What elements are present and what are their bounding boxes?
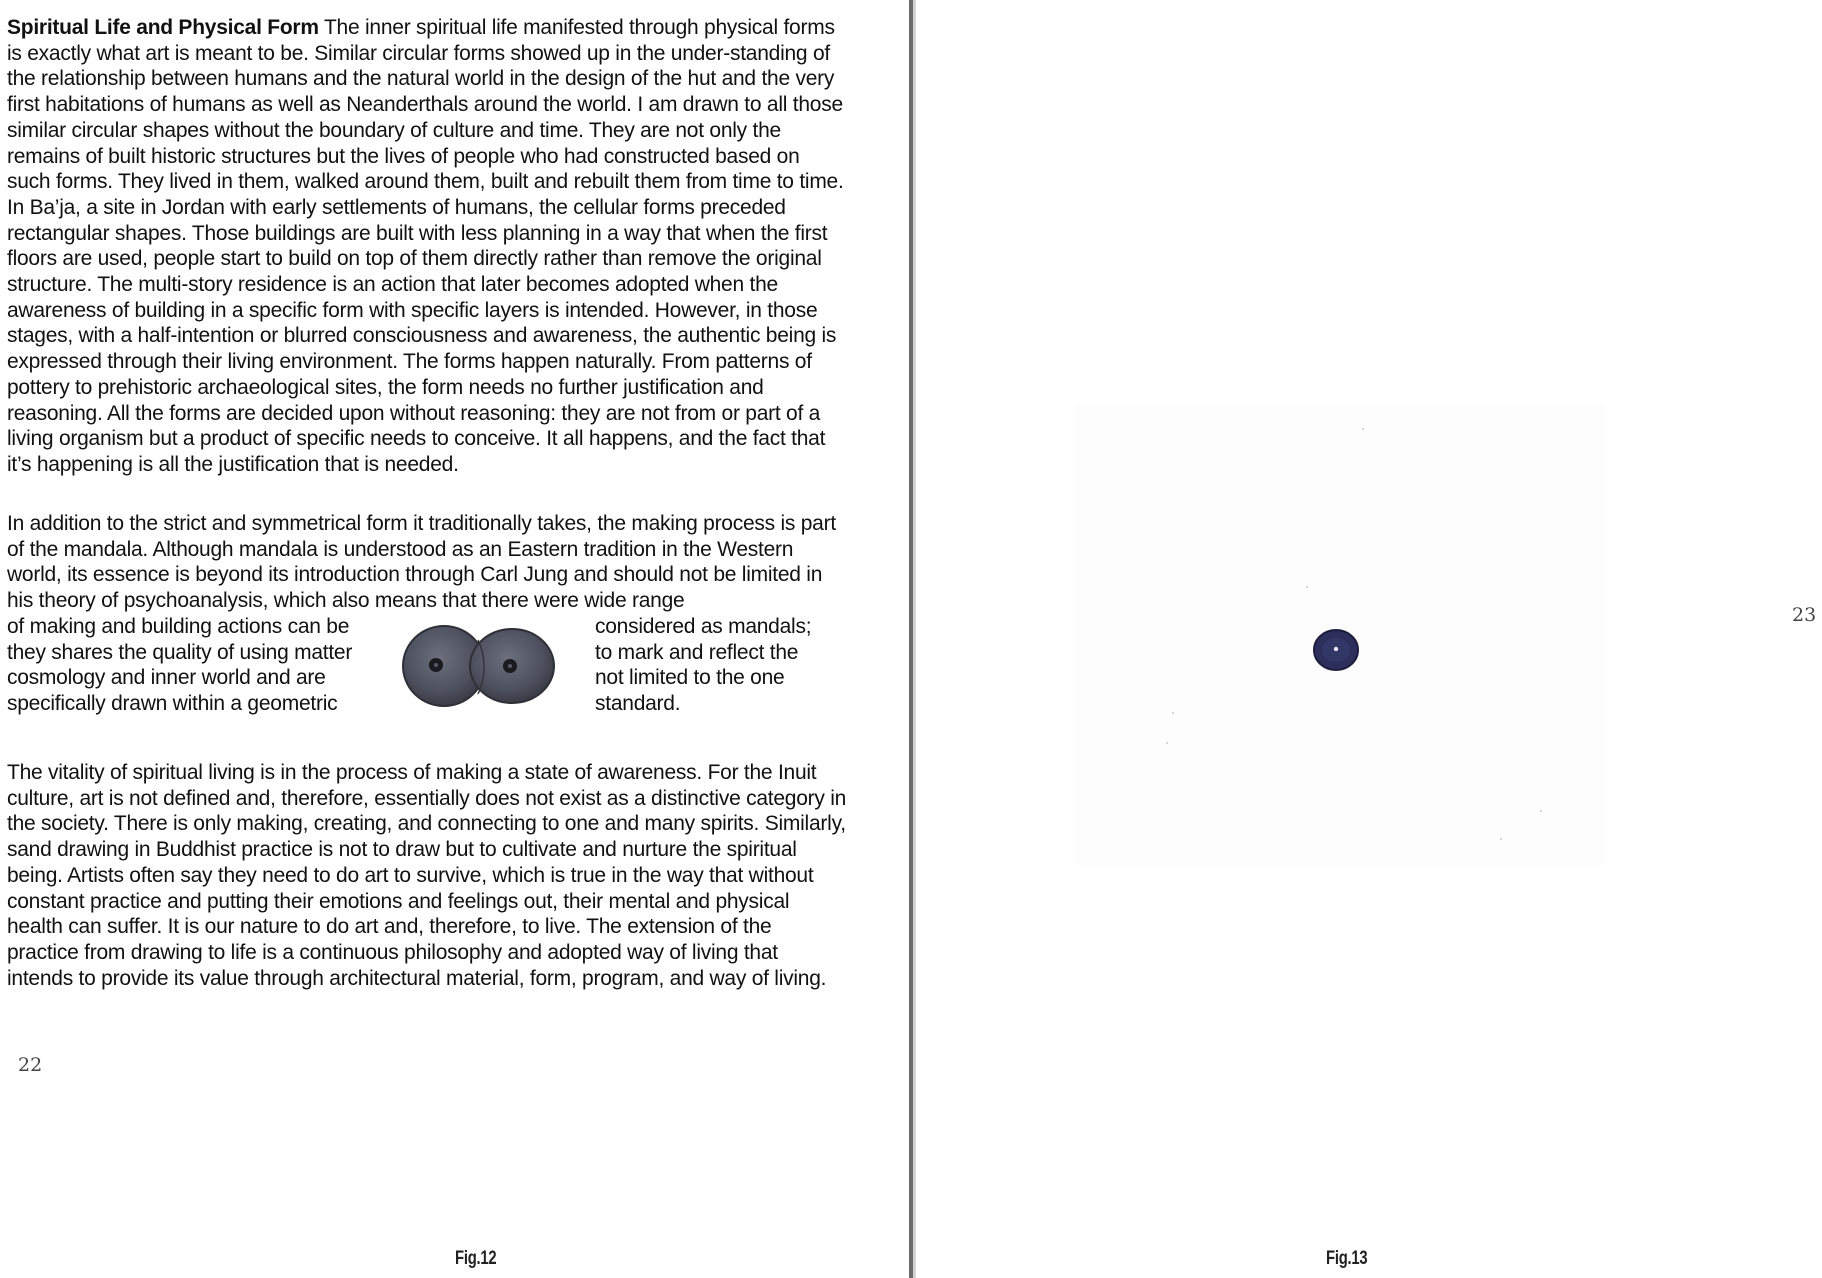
wrap-line: standard. <box>595 692 681 716</box>
figure-caption-13: Fig.13 <box>1326 1248 1368 1269</box>
page-number-right: 23 <box>1792 604 1817 626</box>
single-circle-drawing <box>1312 628 1360 672</box>
wrap-text-left <box>7 614 397 717</box>
wrap-line: considered as mandals; <box>595 615 812 638</box>
wrap-text-right <box>595 614 875 717</box>
paper-speck <box>1306 586 1308 588</box>
wrap-line: not limited to the one <box>595 666 785 690</box>
left-page <box>0 0 910 1278</box>
paper-speck <box>1172 712 1174 714</box>
paper-speck <box>1500 838 1502 840</box>
figure-caption-12: Fig.12 <box>455 1248 497 1269</box>
paper-speck <box>1540 810 1542 812</box>
paper-speck <box>1166 742 1168 744</box>
wrap-line: cosmology and inner world and are <box>7 666 326 690</box>
paragraph-body: The inner spiritual life manifested through physical forms is exactly what art is meant to be. Similar circular forms showed up in the under-standing of the relationship between humans and the natural world in the design of the hut and the very first habitations of humans as well as Neanderthals around the world. I am drawn to all those similar circular shapes without the boundary of culture and time. They are not only the remains of built historic structures but the lives of people who had constructed based on such forms. They lived in them, walked around them, built and rebuilt them from time to time. In Ba’ja, a site in Jordan with early settlements of humans, the cellular forms preceded rectangular shapes. Those buildings are built with less planning in a way that when the first floors are used, people start to build on top of them directly rather than remove the original structure. The multi-story residence is an action that later becomes adopted when the awareness of building in a specific form with specific layers is intended. However, in those stages, with a half-intention or blurred consciousness and awareness, the authentic being is expressed through their living environment. The forms happen naturally. From patterns of pottery to prehistoric archaeological sites, the form needs no further justification and reasoning. All the forms are decided upon without reasoning: they are not from or part of a living organism but a product of specific needs to conceive. It all happens, and the fact that it’s happening is all the justification that is needed. <box>7 16 844 476</box>
wrap-line: specifically drawn within a geometric <box>7 692 338 716</box>
paragraph-mandala: In addition to the strict and symmetrical form it traditionally takes, the making process is part of the mandala. Although mandala is understood as an Eastern tradition in the Western world, its essence is beyond its introduction through Carl Jung and should not be limited in his theory of psychoanalysis, which also means that there were wide range <box>7 512 836 613</box>
double-circle-drawing <box>400 622 556 710</box>
wrap-line: they shares the quality of using matter <box>7 640 353 664</box>
page-number-left: 22 <box>18 1054 43 1076</box>
paragraph-spiritual-life <box>7 15 847 478</box>
wrap-line: to mark and reflect the <box>595 640 799 664</box>
paper-speck <box>1362 428 1364 430</box>
section-heading: Spiritual Life and Physical Form <box>7 16 319 39</box>
paragraph-vitality: The vitality of spiritual living is in the process of making a state of awareness. For the Inuit culture, art is not defined and, therefore, essentially does not exist as a distinctive category in the society. There is only making, creating, and connecting to one and many spirits. Similarly, sand drawing in Buddhist practice is not to draw but to cultivate and nurture the spiritual being. Artists often say they need to do art to survive, which is true in the way that without constant practice and putting their emotions and feelings out, their mental and physical health can suffer. It is our nature to do art and, therefore, to live. The extension of the practice from drawing to life is a continuous philosophy and adopted way of living that intends to provide its value through architectural material, form, program, and way of living. <box>7 761 847 990</box>
wrap-line: of making and building actions can be <box>7 615 350 638</box>
